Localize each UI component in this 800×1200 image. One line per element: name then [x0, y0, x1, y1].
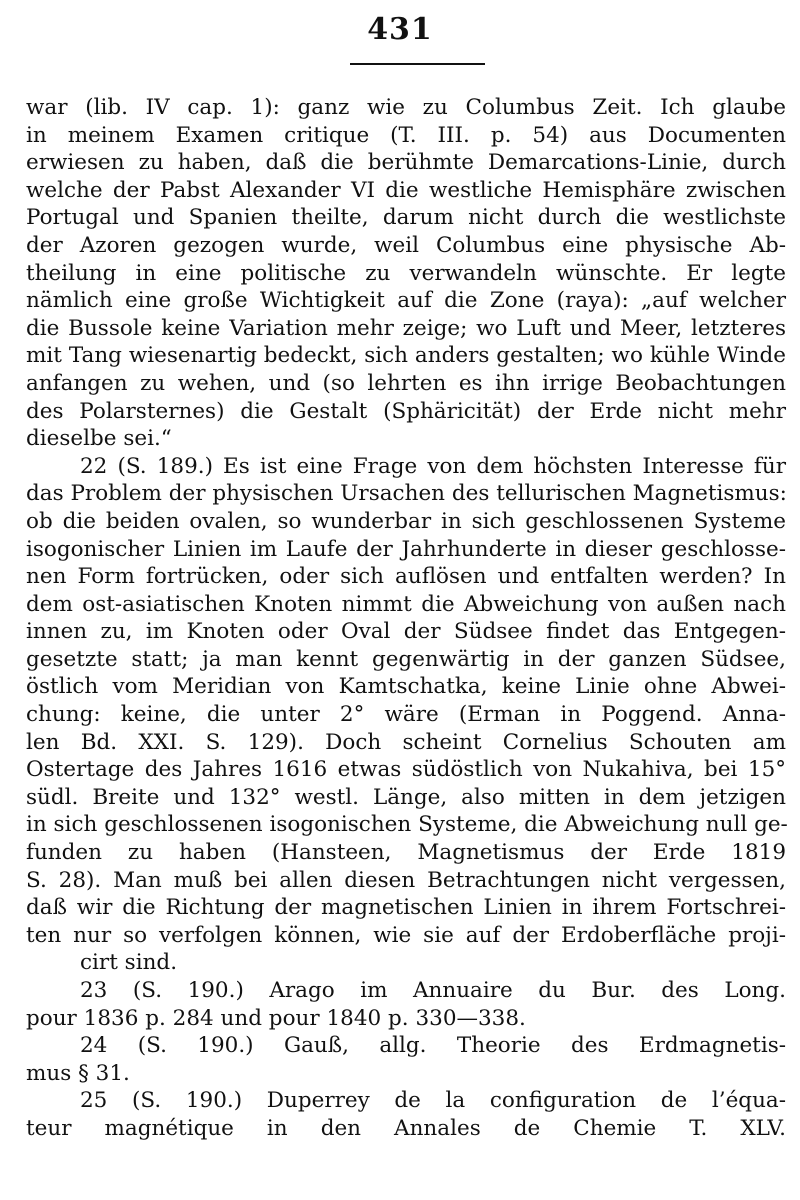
text-line: südl. Breite und 132° westl. Länge, also mitten in dem jetzigen	[26, 784, 786, 810]
text-line: dem ost-asiatischen Knoten nimmt die Abweichung von außen nach	[26, 591, 786, 617]
text-line: teur magnétique in den Annales de Chemie T. XLV.	[26, 1115, 786, 1141]
footnote-23-line: 23 (S. 190.) Arago im Annuaire du Bur. des Long.	[80, 978, 786, 1003]
text-line: des Polarsternes) die Gestalt (Sphäricität) der Erde nicht mehr	[26, 398, 786, 424]
text-line: mit Tang wiesenartig bedeckt, sich anders gestalten; wo kühle Winde	[26, 343, 786, 369]
body-text	[26, 94, 786, 1143]
text-line: Portugal und Spanien theilte, darum nicht durch die westlichste	[26, 205, 786, 231]
footnote-24-line: 24 (S. 190.) Gauß, allg. Theorie des Erdmagnetis-	[80, 1033, 786, 1059]
text-line: mus § 31.	[26, 1060, 130, 1086]
text-line: theilung in eine politische zu verwandeln wünschte. Er legte	[26, 260, 786, 286]
text-line: erwiesen zu haben, daß die berühmte Demarcations-Linie, durch	[26, 150, 786, 176]
text-line: das Problem der physischen Ursachen des tellurischen Magnetismus:	[26, 481, 787, 507]
text-line: in sich geschlossenen isogonischen Systeme, die Abweichung null ge-	[26, 812, 788, 838]
footnote-22-line: 22 (S. 189.) Es ist eine Frage von dem höchsten Interesse für	[80, 453, 786, 479]
text-line: Ostertage des Jahres 1616 etwas südöstlich von Nukahiva, bei 15°	[26, 757, 786, 783]
text-line: funden zu haben (Hansteen, Magnetismus der Erde 1819	[26, 840, 786, 866]
text-line: in meinem Examen critique (T. III. p. 54) aus Documenten	[26, 122, 786, 148]
text-line: daß wir die Richtung der magnetischen Linien in ihrem Fortschrei-	[26, 895, 786, 921]
text-line: dieselbe sei.“	[26, 426, 172, 452]
text-line: ob die beiden ovalen, so wunderbar in sich geschlossenen Systeme	[26, 508, 786, 534]
text-line: cirt sind.	[80, 950, 178, 976]
header-rule	[350, 63, 485, 65]
text-line: gesetzte statt; ja man kennt gegenwärtig in der ganzen Südsee,	[26, 646, 786, 672]
text-line: die Bussole keine Variation mehr zeige; wo Luft und Meer, letzteres	[26, 315, 786, 341]
text-line: isogonischer Linien im Laufe der Jahrhunderte in dieser geschlosse-	[26, 536, 786, 562]
text-line: S. 28). Man muß bei allen diesen Betrachtungen nicht vergessen,	[26, 867, 786, 893]
text-line: anfangen zu wehen, und (so lehrten es ihn irrige Beobachtungen	[26, 370, 786, 396]
footnote-25-line: 25 (S. 190.) Duperrey de la configuration de l’équa-	[80, 1088, 786, 1114]
text-line: ten nur so verfolgen können, wie sie auf der Erdoberfläche proji-	[26, 922, 786, 948]
text-line: pour 1836 p. 284 und pour 1840 p. 330—338.	[26, 1005, 526, 1031]
text-line: war (lib. IV cap. 1): ganz wie zu Columbus Zeit. Ich glaube	[26, 95, 786, 120]
text-line: innen zu, im Knoten oder Oval der Südsee findet das Entgegen-	[26, 619, 786, 645]
text-line: östlich vom Meridian von Kamtschatka, keine Linie ohne Abwei-	[26, 674, 786, 700]
page-number: 431	[367, 12, 433, 47]
text-line: chung: keine, die unter 2° wäre (Erman in Poggend. Anna-	[26, 702, 786, 728]
text-line: welche der Pabst Alexander VI die westliche Hemisphäre zwischen	[26, 177, 786, 203]
text-line: der Azoren gezogen wurde, weil Columbus eine physische Ab-	[26, 232, 786, 258]
text-line: nämlich eine große Wichtigkeit auf die Zone (raya): „auf welcher	[26, 288, 786, 314]
text-line: nen Form fortrücken, oder sich auflösen und entfalten werden? In	[26, 564, 786, 590]
text-line: len Bd. XXI. S. 129). Doch scheint Cornelius Schouten am	[26, 729, 786, 755]
